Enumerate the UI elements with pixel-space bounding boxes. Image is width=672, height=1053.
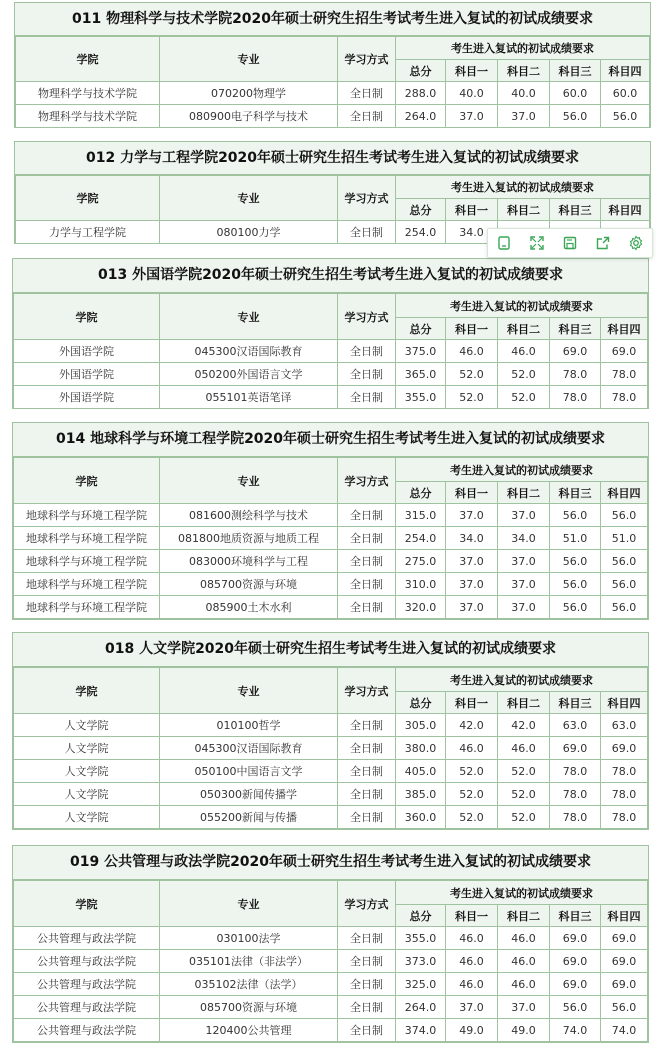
table-row <box>14 783 648 806</box>
header-major: 专业 <box>160 881 338 927</box>
header-subject1: 科目一 <box>446 482 498 504</box>
cell-college: 公共管理与政法学院 <box>14 927 160 950</box>
header-study-mode: 学习方式 <box>338 176 396 221</box>
cell-college: 物理科学与技术学院 <box>16 105 160 128</box>
score-table <box>13 293 648 409</box>
header-subject2: 科目二 <box>498 905 550 927</box>
cell-subject3: 69.0 <box>550 927 601 950</box>
header-score-group: 考生进入复试的初试成绩要求 <box>396 668 648 692</box>
cell-total: 320.0 <box>396 596 446 619</box>
cell-college: 人文学院 <box>14 783 160 806</box>
table-row <box>14 363 648 386</box>
table-row <box>14 760 648 783</box>
cell-study-mode: 全日制 <box>338 1019 396 1042</box>
cell-total: 325.0 <box>396 973 446 996</box>
section-019 <box>12 845 649 1043</box>
cell-subject4: 56.0 <box>601 105 650 128</box>
cell-total: 355.0 <box>396 386 446 409</box>
cell-major: 055200新闻与传播 <box>160 806 338 829</box>
cell-subject4: 74.0 <box>601 1019 648 1042</box>
cell-college: 物理科学与技术学院 <box>16 82 160 105</box>
header-study-mode: 学习方式 <box>338 881 396 927</box>
cell-college: 公共管理与政法学院 <box>14 973 160 996</box>
header-total: 总分 <box>396 318 446 340</box>
cell-total: 275.0 <box>396 550 446 573</box>
cell-subject4: 69.0 <box>601 340 648 363</box>
cell-subject2: 37.0 <box>498 996 550 1019</box>
header-subject1: 科目一 <box>446 318 498 340</box>
section-title: 013 外国语学院2020年硕士研究生招生考试考生进入复试的初试成绩要求 <box>13 259 648 293</box>
save-button[interactable] <box>560 233 580 253</box>
cell-subject3: 51.0 <box>550 527 601 550</box>
cell-subject3: 60.0 <box>550 82 601 105</box>
header-major: 专业 <box>160 176 338 221</box>
cell-total: 264.0 <box>396 996 446 1019</box>
header-subject4: 科目四 <box>601 318 648 340</box>
cell-subject2: 37.0 <box>498 596 550 619</box>
cell-subject1: 52.0 <box>446 363 498 386</box>
cell-subject4: 69.0 <box>601 973 648 996</box>
header-subject1: 科目一 <box>446 905 498 927</box>
cell-subject2: 37.0 <box>498 105 550 128</box>
cell-major: 085700资源与环境 <box>160 996 338 1019</box>
header-subject3: 科目三 <box>550 692 601 714</box>
cell-subject3: 56.0 <box>550 573 601 596</box>
cell-college: 人文学院 <box>14 714 160 737</box>
cell-study-mode: 全日制 <box>338 996 396 1019</box>
cell-study-mode: 全日制 <box>338 527 396 550</box>
header-college: 学院 <box>16 176 160 221</box>
cell-subject3: 69.0 <box>550 340 601 363</box>
cell-subject1: 49.0 <box>446 1019 498 1042</box>
cell-subject1: 52.0 <box>446 386 498 409</box>
section-title: 012 力学与工程学院2020年硕士研究生招生考试考生进入复试的初试成绩要求 <box>15 142 650 175</box>
cell-subject3: 56.0 <box>550 504 601 527</box>
cell-subject4: 69.0 <box>601 950 648 973</box>
cell-subject3: 69.0 <box>550 973 601 996</box>
cell-study-mode: 全日制 <box>338 714 396 737</box>
section-title: 014 地球科学与环境工程学院2020年硕士研究生招生考试考生进入复试的初试成绩要求 <box>13 423 648 457</box>
cell-major: 081800地质资源与地质工程 <box>160 527 338 550</box>
header-study-mode: 学习方式 <box>338 668 396 714</box>
table-row <box>14 714 648 737</box>
cell-major: 055101英语笔译 <box>160 386 338 409</box>
cell-study-mode: 全日制 <box>338 363 396 386</box>
cell-subject3: 63.0 <box>550 714 601 737</box>
cell-total: 365.0 <box>396 363 446 386</box>
cell-college: 地球科学与环境工程学院 <box>14 550 160 573</box>
cell-study-mode: 全日制 <box>338 105 396 128</box>
cell-total: 373.0 <box>396 950 446 973</box>
cell-college: 公共管理与政法学院 <box>14 996 160 1019</box>
score-table <box>13 667 648 829</box>
cell-subject3: 78.0 <box>550 386 601 409</box>
header-college: 学院 <box>14 458 160 504</box>
cell-study-mode: 全日制 <box>338 340 396 363</box>
cell-total: 380.0 <box>396 737 446 760</box>
cell-college: 地球科学与环境工程学院 <box>14 504 160 527</box>
section-title: 019 公共管理与政法学院2020年硕士研究生招生考试考生进入复试的初试成绩要求 <box>13 846 648 880</box>
cell-college: 外国语学院 <box>14 363 160 386</box>
table-row <box>14 573 648 596</box>
cell-subject4: 78.0 <box>601 806 648 829</box>
header-subject3: 科目三 <box>550 905 601 927</box>
cell-subject1: 37.0 <box>446 550 498 573</box>
table-row <box>14 596 648 619</box>
header-subject3: 科目三 <box>550 199 601 221</box>
cell-college: 力学与工程学院 <box>16 221 160 244</box>
cell-subject1: 52.0 <box>446 783 498 806</box>
cell-subject1: 42.0 <box>446 714 498 737</box>
cell-total: 310.0 <box>396 573 446 596</box>
cell-subject1: 37.0 <box>446 996 498 1019</box>
fullscreen-icon <box>529 235 545 251</box>
share-icon <box>595 235 611 251</box>
header-score-group: 考生进入复试的初试成绩要求 <box>396 176 650 199</box>
cell-total: 254.0 <box>396 221 446 244</box>
cell-college: 人文学院 <box>14 760 160 783</box>
cell-subject3: 74.0 <box>550 1019 601 1042</box>
cell-subject2: 37.0 <box>498 573 550 596</box>
section-014 <box>12 422 649 620</box>
cell-major: 120400公共管理 <box>160 1019 338 1042</box>
cell-college: 地球科学与环境工程学院 <box>14 596 160 619</box>
copy-button[interactable] <box>494 233 514 253</box>
cell-subject1: 46.0 <box>446 737 498 760</box>
cell-study-mode: 全日制 <box>338 221 396 244</box>
header-college: 学院 <box>16 37 160 82</box>
cell-major: 080100力学 <box>160 221 338 244</box>
cell-total: 385.0 <box>396 783 446 806</box>
cell-major: 010100哲学 <box>160 714 338 737</box>
table-row <box>14 950 648 973</box>
cell-major: 085900土木水利 <box>160 596 338 619</box>
header-study-mode: 学习方式 <box>338 458 396 504</box>
cell-major: 045300汉语国际教育 <box>160 340 338 363</box>
header-total: 总分 <box>396 60 446 82</box>
cell-major: 035101法律（非法学） <box>160 950 338 973</box>
header-score-group: 考生进入复试的初试成绩要求 <box>396 294 648 318</box>
cell-college: 人文学院 <box>14 806 160 829</box>
cell-study-mode: 全日制 <box>338 973 396 996</box>
cell-subject1: 37.0 <box>446 573 498 596</box>
cell-subject3: 56.0 <box>550 105 601 128</box>
cell-subject2: 52.0 <box>498 783 550 806</box>
cell-major: 050100中国语言文学 <box>160 760 338 783</box>
cell-total: 288.0 <box>396 82 446 105</box>
cell-subject1: 37.0 <box>446 596 498 619</box>
cell-college: 地球科学与环境工程学院 <box>14 573 160 596</box>
cell-total: 405.0 <box>396 760 446 783</box>
cell-subject3: 56.0 <box>550 550 601 573</box>
cell-subject1: 52.0 <box>446 760 498 783</box>
cell-college: 外国语学院 <box>14 386 160 409</box>
header-subject1: 科目一 <box>446 60 498 82</box>
header-total: 总分 <box>396 482 446 504</box>
header-score-group: 考生进入复试的初试成绩要求 <box>396 881 648 905</box>
header-college: 学院 <box>14 294 160 340</box>
section-018 <box>12 632 649 830</box>
cell-subject2: 46.0 <box>498 340 550 363</box>
header-subject1: 科目一 <box>446 692 498 714</box>
header-major: 专业 <box>160 458 338 504</box>
cell-total: 264.0 <box>396 105 446 128</box>
table-row <box>14 504 648 527</box>
header-total: 总分 <box>396 905 446 927</box>
cell-subject1: 40.0 <box>446 82 498 105</box>
image-toolbar <box>487 228 653 258</box>
header-total: 总分 <box>396 199 446 221</box>
cell-subject4: 63.0 <box>601 714 648 737</box>
cell-study-mode: 全日制 <box>338 927 396 950</box>
cell-subject2: 40.0 <box>498 82 550 105</box>
cell-major: 050300新闻传播学 <box>160 783 338 806</box>
cell-subject1: 52.0 <box>446 806 498 829</box>
header-subject2: 科目二 <box>498 199 550 221</box>
header-major: 专业 <box>160 37 338 82</box>
cell-subject3: 56.0 <box>550 596 601 619</box>
cell-subject2: 46.0 <box>498 973 550 996</box>
cell-subject3: 69.0 <box>550 950 601 973</box>
cell-subject2: 34.0 <box>498 527 550 550</box>
cell-subject4: 56.0 <box>601 550 648 573</box>
header-subject2: 科目二 <box>498 60 550 82</box>
cell-total: 305.0 <box>396 714 446 737</box>
header-subject2: 科目二 <box>498 692 550 714</box>
cell-college: 公共管理与政法学院 <box>14 950 160 973</box>
cell-study-mode: 全日制 <box>338 573 396 596</box>
cell-study-mode: 全日制 <box>338 806 396 829</box>
score-table <box>15 36 650 128</box>
cell-subject3: 78.0 <box>550 783 601 806</box>
cell-subject4: 56.0 <box>601 504 648 527</box>
header-subject2: 科目二 <box>498 482 550 504</box>
cell-subject4: 78.0 <box>601 363 648 386</box>
cell-subject2: 46.0 <box>498 927 550 950</box>
cell-subject3: 69.0 <box>550 737 601 760</box>
header-subject3: 科目三 <box>550 60 601 82</box>
header-subject1: 科目一 <box>446 199 498 221</box>
header-study-mode: 学习方式 <box>338 294 396 340</box>
cell-major: 085700资源与环境 <box>160 573 338 596</box>
cell-subject4: 56.0 <box>601 573 648 596</box>
cell-study-mode: 全日制 <box>338 550 396 573</box>
table-row <box>14 386 648 409</box>
save-icon <box>562 235 578 251</box>
cell-subject4: 69.0 <box>601 927 648 950</box>
cell-study-mode: 全日制 <box>338 386 396 409</box>
cell-major: 045300汉语国际教育 <box>160 737 338 760</box>
cell-subject2: 52.0 <box>498 806 550 829</box>
cell-subject4: 56.0 <box>601 996 648 1019</box>
header-score-group: 考生进入复试的初试成绩要求 <box>396 37 650 60</box>
header-subject4: 科目四 <box>601 60 650 82</box>
cell-study-mode: 全日制 <box>338 596 396 619</box>
cell-subject2: 37.0 <box>498 550 550 573</box>
cell-major: 080900电子科学与技术 <box>160 105 338 128</box>
header-major: 专业 <box>160 294 338 340</box>
header-major: 专业 <box>160 668 338 714</box>
header-subject3: 科目三 <box>550 318 601 340</box>
cell-major: 083000环境科学与工程 <box>160 550 338 573</box>
cell-total: 360.0 <box>396 806 446 829</box>
cell-college: 公共管理与政法学院 <box>14 1019 160 1042</box>
score-table <box>13 457 648 619</box>
section-title: 011 物理科学与技术学院2020年硕士研究生招生考试考生进入复试的初试成绩要求 <box>15 3 650 36</box>
header-subject4: 科目四 <box>601 692 648 714</box>
table-row <box>16 82 650 105</box>
cell-subject1: 46.0 <box>446 973 498 996</box>
table-row <box>14 806 648 829</box>
header-subject4: 科目四 <box>601 482 648 504</box>
fullscreen-button[interactable] <box>527 233 547 253</box>
cell-total: 375.0 <box>396 340 446 363</box>
header-subject4: 科目四 <box>601 905 648 927</box>
cell-study-mode: 全日制 <box>338 760 396 783</box>
cell-subject4: 51.0 <box>601 527 648 550</box>
share-button[interactable] <box>593 233 613 253</box>
table-row <box>14 927 648 950</box>
settings-icon <box>628 235 644 251</box>
cell-subject3: 78.0 <box>550 760 601 783</box>
cell-subject2: 42.0 <box>498 714 550 737</box>
cell-subject4: 78.0 <box>601 760 648 783</box>
cell-subject1: 46.0 <box>446 340 498 363</box>
cell-subject2: 46.0 <box>498 950 550 973</box>
copy-icon <box>496 235 512 251</box>
cell-subject4: 78.0 <box>601 386 648 409</box>
cell-subject3: 56.0 <box>550 996 601 1019</box>
cell-major: 070200物理学 <box>160 82 338 105</box>
cell-study-mode: 全日制 <box>338 737 396 760</box>
cell-subject2: 52.0 <box>498 363 550 386</box>
cell-subject1: 46.0 <box>446 927 498 950</box>
cell-major: 081600测绘科学与技术 <box>160 504 338 527</box>
cell-total: 355.0 <box>396 927 446 950</box>
cell-subject1: 34.0 <box>446 221 498 244</box>
cell-major: 050200外国语言文学 <box>160 363 338 386</box>
cell-subject1: 37.0 <box>446 105 498 128</box>
header-subject3: 科目三 <box>550 482 601 504</box>
cell-major: 030100法学 <box>160 927 338 950</box>
section-title: 018 人文学院2020年硕士研究生招生考试考生进入复试的初试成绩要求 <box>13 633 648 667</box>
table-row <box>14 737 648 760</box>
cell-college: 地球科学与环境工程学院 <box>14 527 160 550</box>
header-subject2: 科目二 <box>498 318 550 340</box>
table-row <box>14 996 648 1019</box>
table-row <box>14 1019 648 1042</box>
header-college: 学院 <box>14 881 160 927</box>
cell-subject4: 78.0 <box>601 783 648 806</box>
cell-total: 315.0 <box>396 504 446 527</box>
table-row <box>14 527 648 550</box>
cell-total: 254.0 <box>396 527 446 550</box>
table-row <box>16 105 650 128</box>
cell-subject1: 34.0 <box>446 527 498 550</box>
cell-subject2: 49.0 <box>498 1019 550 1042</box>
table-row <box>14 973 648 996</box>
cell-subject4: 56.0 <box>601 596 648 619</box>
header-total: 总分 <box>396 692 446 714</box>
header-study-mode: 学习方式 <box>338 37 396 82</box>
cell-subject2: 52.0 <box>498 760 550 783</box>
score-table <box>13 880 648 1042</box>
cell-study-mode: 全日制 <box>338 783 396 806</box>
cell-major: 035102法律（法学） <box>160 973 338 996</box>
cell-subject4: 60.0 <box>601 82 650 105</box>
header-score-group: 考生进入复试的初试成绩要求 <box>396 458 648 482</box>
header-college: 学院 <box>14 668 160 714</box>
cell-subject1: 37.0 <box>446 504 498 527</box>
cell-subject2: 37.0 <box>498 504 550 527</box>
cell-subject4: 69.0 <box>601 737 648 760</box>
cell-subject1: 46.0 <box>446 950 498 973</box>
table-row <box>14 340 648 363</box>
cell-study-mode: 全日制 <box>338 950 396 973</box>
cell-study-mode: 全日制 <box>338 82 396 105</box>
cell-subject3: 78.0 <box>550 806 601 829</box>
section-013 <box>12 258 649 409</box>
cell-subject2: 52.0 <box>498 386 550 409</box>
cell-college: 外国语学院 <box>14 340 160 363</box>
table-row <box>14 550 648 573</box>
cell-study-mode: 全日制 <box>338 504 396 527</box>
header-subject4: 科目四 <box>601 199 650 221</box>
cell-subject2: 46.0 <box>498 737 550 760</box>
settings-button[interactable] <box>626 233 646 253</box>
cell-college: 人文学院 <box>14 737 160 760</box>
cell-total: 374.0 <box>396 1019 446 1042</box>
cell-subject3: 78.0 <box>550 363 601 386</box>
section-011 <box>14 2 651 128</box>
